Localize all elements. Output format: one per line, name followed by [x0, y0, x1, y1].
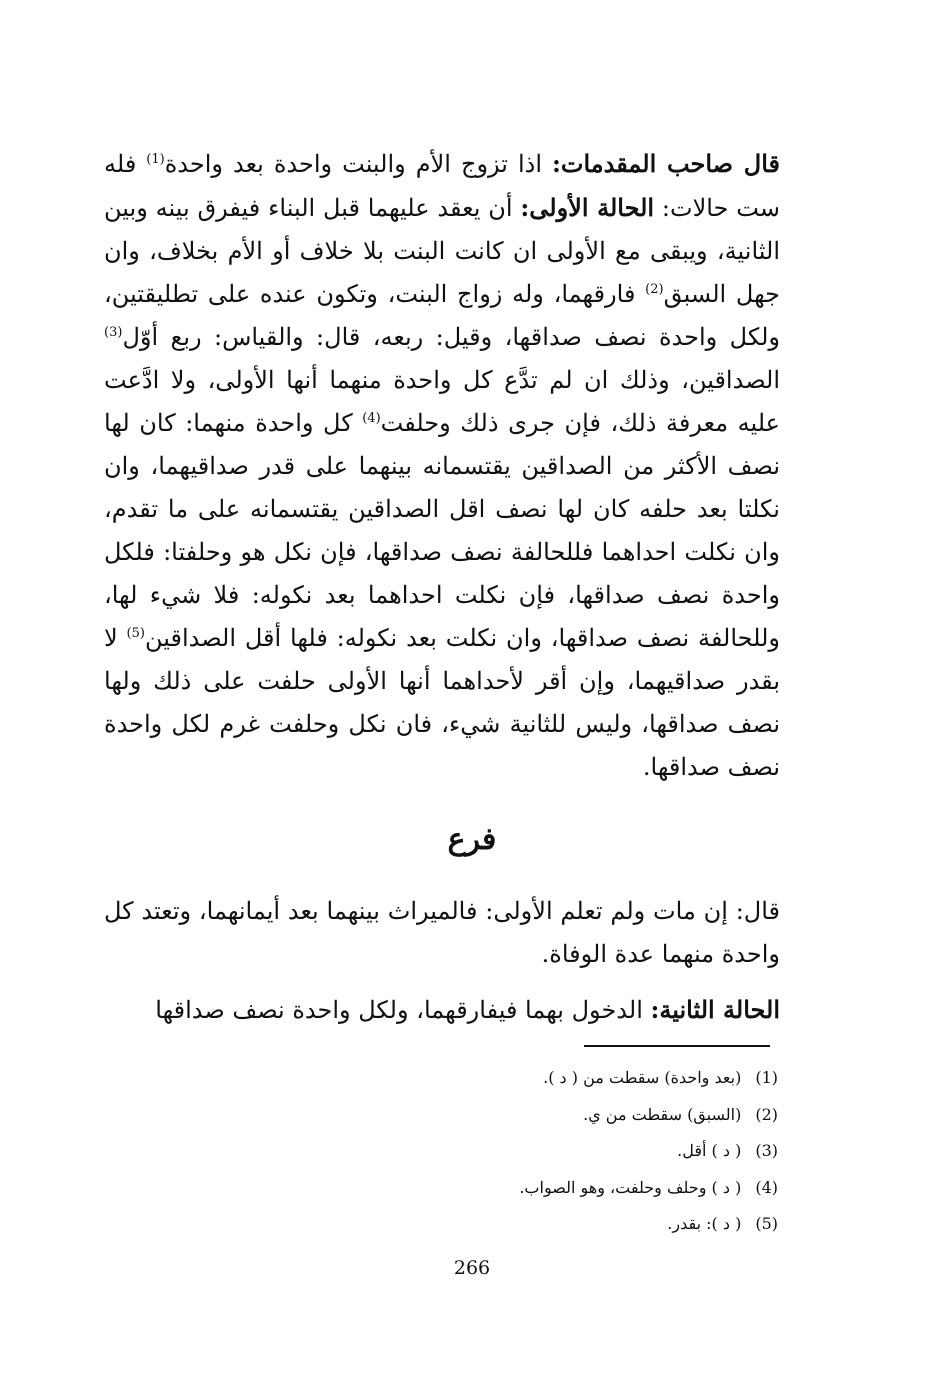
footnote-ref: (4)	[362, 411, 381, 426]
footnotes-list	[300, 1060, 778, 1243]
footnote-text: ( د ) أقل.	[677, 1141, 742, 1160]
footnote-ref: (3)	[104, 325, 123, 340]
second-case-paragraph	[104, 988, 780, 1032]
case-label: الحالة الثانية:	[650, 995, 780, 1024]
footnote-number: (2)	[755, 1104, 778, 1124]
text-segment: الصداقين، وذلك ان لم تدَّع كل واحدة منهما أنها الأولى، ولا ادَّعت عليه معرفة ذلك، فإن جرى ذلك وحلفت	[104, 366, 780, 437]
footnote-item	[300, 1206, 778, 1243]
footnote-text: ( د ): بقدر.	[667, 1214, 742, 1233]
footnote-ref: (5)	[126, 626, 145, 641]
footnote-ref: (2)	[645, 282, 664, 297]
footnote-item	[300, 1133, 778, 1170]
text-segment: أن يعقد عليهما قبل البناء فيفرق بينه وبين الثانية، ويبقى مع الأولى ان كانت البنت بلا خلاف أو الأم بخلاف، وان جهل السبق	[104, 194, 780, 308]
text-segment: الدخول بهما فيفارقهما، ولكل واحدة نصف صداقها	[155, 996, 651, 1024]
case-label: الحالة الأولى:	[520, 193, 655, 222]
footnote-number: (4)	[755, 1177, 778, 1197]
footnote-divider	[584, 1045, 770, 1047]
footnote-ref: (1)	[146, 152, 165, 167]
page-number: 266	[453, 1257, 491, 1279]
section-heading: فرع	[447, 822, 497, 857]
text-segment: كل واحدة منهما: كان لها نصف الأكثر من الصداقين يقتسمانه بينهما على قدر صداقيهما، وان نكلتا بعد حلفه كان لها نصف اقل الصداقين يقتسمانه على ما تقدم، وان نكلت احداهما فللحالفة نصف صداقها، فإن نكل هو وحلفتا: فلكل واحدة نصف صداقها، فإن نكلت احداهما بعد نكوله: فلا شيء لها، وللحالفة نصف صداقها، وان نكلت بعد نكوله: فلها أقل الصداقين	[104, 409, 781, 652]
footnote-number: (3)	[755, 1141, 778, 1160]
footnote-item	[300, 1170, 778, 1207]
text-segment: فله ست حالات:	[104, 150, 780, 222]
footnote-text: ( د ) وحلف وحلفت، وهو الصواب.	[519, 1177, 742, 1197]
text-segment: اذا تزوج الأم والبنت واحدة بعد واحدة	[164, 150, 553, 178]
text-segment: فارقهما، وله زواج البنت، وتكون عنده على تطليقتين، ولكل واحدة نصف صداقها، وقيل: ربعه، قال: والقياس: ربع أوّل	[104, 280, 780, 351]
footnote-text: (بعد واحدة) سقطت من ( د ).	[543, 1068, 742, 1087]
main-paragraph	[104, 142, 780, 789]
footnote-number: (1)	[755, 1068, 778, 1087]
text-segment: لا بقدر صداقيهما، وإن أقر لأحداهما أنها الأولى حلفت على ذلك ولها نصف صداقها، وليس للثانية شيء، فان نكل وحلفت غرم لكل واحدة نصف صداقها.	[104, 624, 780, 781]
footnote-item	[300, 1097, 778, 1134]
footnote-text: (السبق) سقطت من ي.	[583, 1104, 742, 1124]
footnote-item	[300, 1060, 778, 1097]
branch-paragraph: قال: إن مات ولم تعلم الأولى: فالميراث بينهما بعد أيمانهما، وتعتد كل واحدة منهما عدة الوفاة.	[104, 897, 780, 968]
paragraph-lead: قال صاحب المقدمات:	[552, 149, 781, 178]
footnote-number: (5)	[755, 1214, 778, 1233]
